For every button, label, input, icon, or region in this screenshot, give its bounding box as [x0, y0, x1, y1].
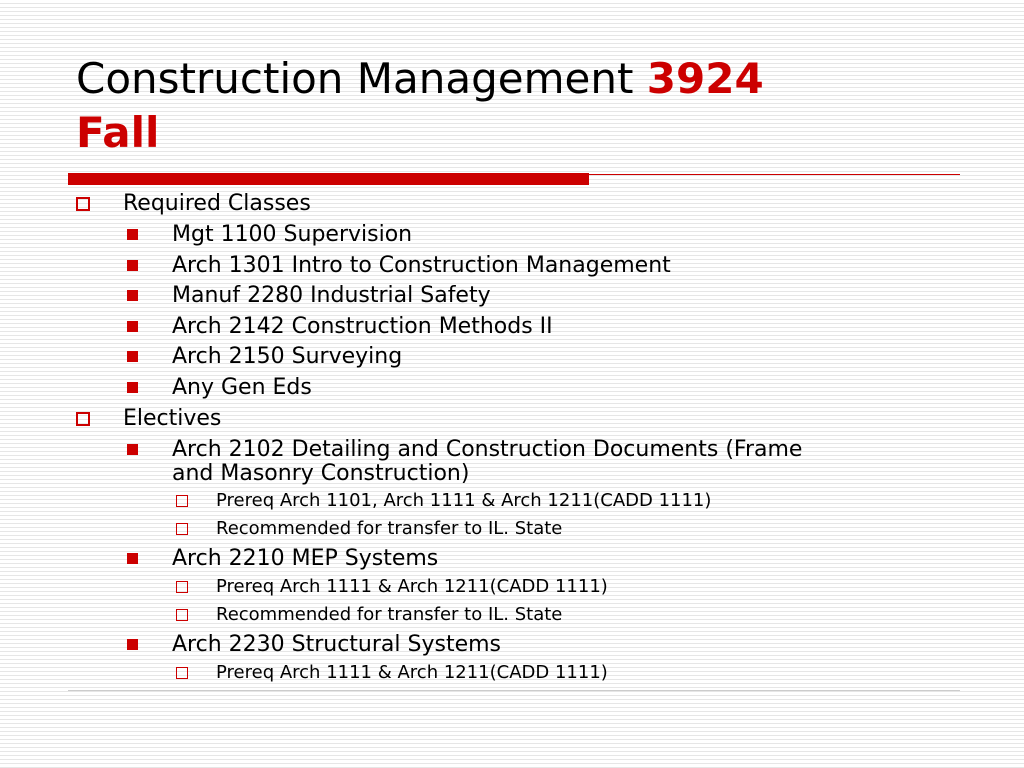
- square-bullet-icon: [127, 351, 138, 362]
- section-heading-required: Required Classes: [123, 191, 311, 216]
- required-course-item: Arch 2142 Construction Methods II: [172, 314, 553, 339]
- elective-course-name: Arch 2102 Detailing and Construction Documents (Frame: [172, 437, 803, 462]
- elective-course-note: Prereq Arch 1101, Arch 1111 & Arch 1211(CADD 1111): [216, 490, 712, 511]
- square-bullet-icon: [127, 290, 138, 301]
- title-term: Fall: [76, 108, 160, 157]
- hollow-square-bullet-icon: [176, 667, 188, 679]
- square-bullet-icon: [127, 321, 138, 332]
- required-course-item: Arch 2150 Surveying: [172, 344, 403, 369]
- square-bullet-icon: [127, 382, 138, 393]
- footer-divider: [68, 690, 960, 691]
- title-course-number: 3924: [646, 54, 764, 103]
- required-course-item: Manuf 2280 Industrial Safety: [172, 283, 491, 308]
- required-course-item: Mgt 1100 Supervision: [172, 222, 413, 247]
- hollow-square-bullet-icon: [76, 197, 90, 211]
- title-main: Construction Management: [76, 54, 647, 103]
- section-heading-electives: Electives: [123, 406, 222, 431]
- square-bullet-icon: [127, 260, 138, 271]
- square-bullet-icon: [127, 229, 138, 240]
- required-course-item: Any Gen Eds: [172, 375, 312, 400]
- required-course-item: Arch 1301 Intro to Construction Management: [172, 253, 671, 278]
- elective-course-note: Recommended for transfer to IL. State: [216, 518, 563, 539]
- elective-course-note: Recommended for transfer to IL. State: [216, 604, 563, 625]
- square-bullet-icon: [127, 553, 138, 564]
- square-bullet-icon: [127, 444, 138, 455]
- elective-course-name-continued: and Masonry Construction): [172, 461, 470, 486]
- hollow-square-bullet-icon: [76, 412, 90, 426]
- hollow-square-bullet-icon: [176, 609, 188, 621]
- square-bullet-icon: [127, 639, 138, 650]
- hollow-square-bullet-icon: [176, 523, 188, 535]
- elective-course-note: Prereq Arch 1111 & Arch 1211(CADD 1111): [216, 662, 608, 683]
- elective-course-name: Arch 2210 MEP Systems: [172, 546, 439, 571]
- hollow-square-bullet-icon: [176, 495, 188, 507]
- elective-course-name: Arch 2230 Structural Systems: [172, 632, 502, 657]
- hollow-square-bullet-icon: [176, 581, 188, 593]
- elective-course-note: Prereq Arch 1111 & Arch 1211(CADD 1111): [216, 576, 608, 597]
